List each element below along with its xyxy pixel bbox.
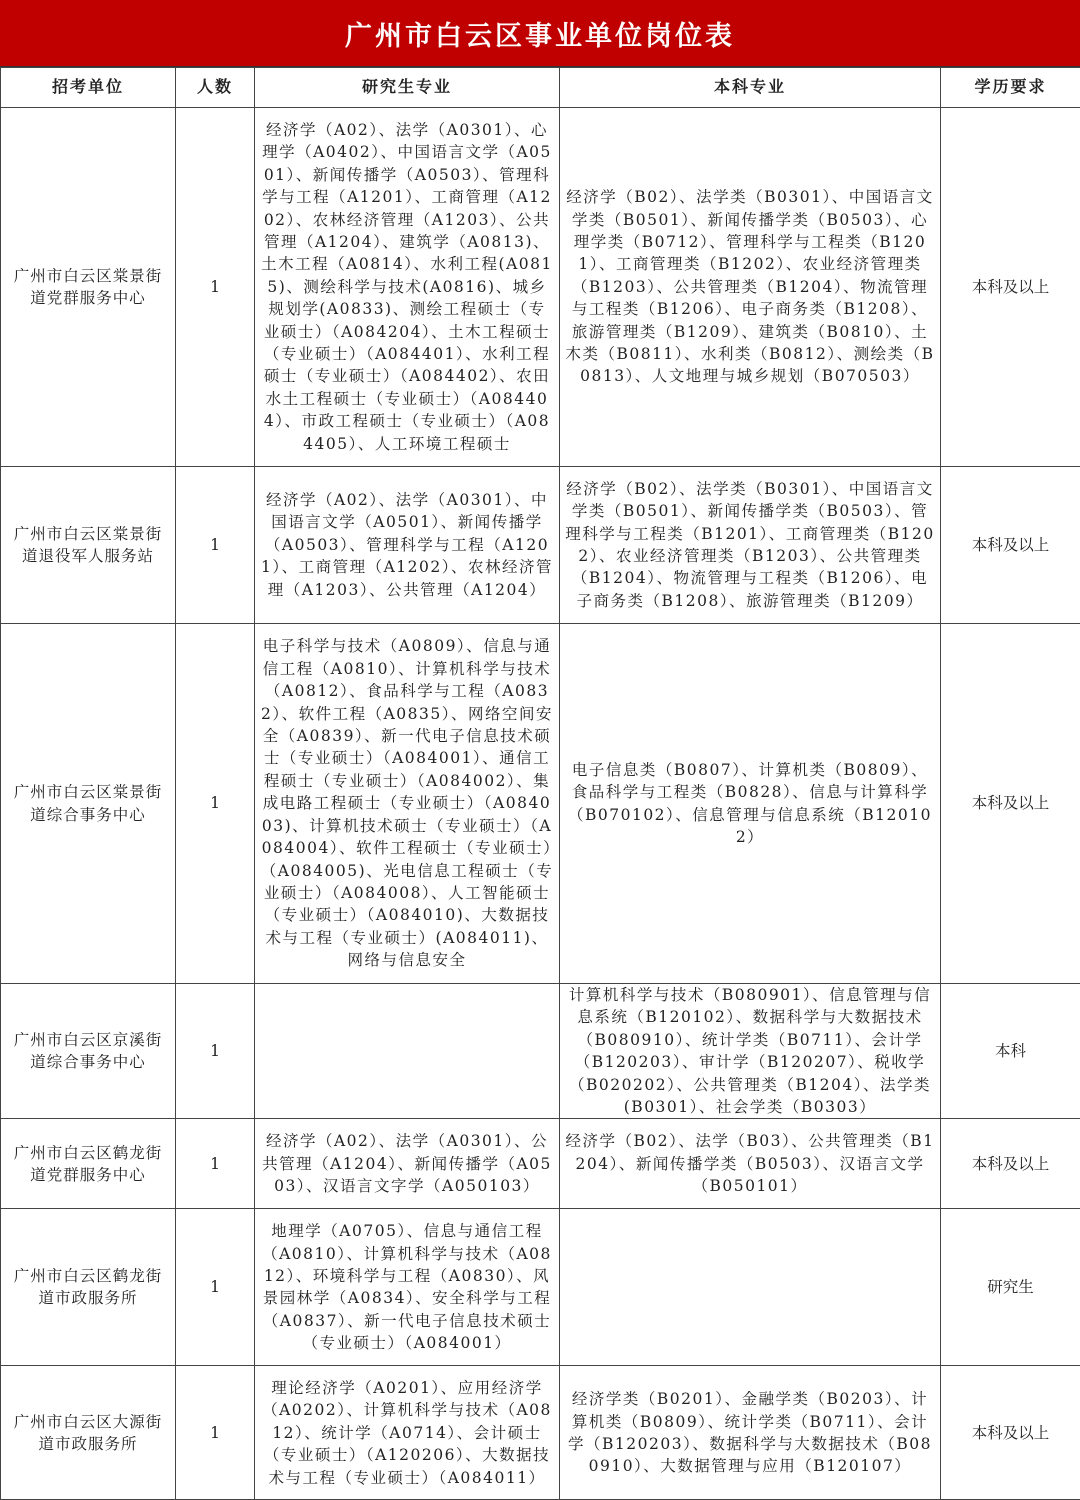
header-unit: 招考单位 [1, 68, 176, 108]
count-cell: 1 [176, 1209, 255, 1366]
table-row [1, 467, 1080, 624]
unit-cell: 广州市白云区大源街道市政服务所 [1, 1366, 176, 1500]
education-cell: 本科及以上 [941, 1119, 1080, 1209]
unit-cell: 广州市白云区棠景街道党群服务中心 [1, 108, 176, 467]
unit-cell: 广州市白云区鹤龙街道党群服务中心 [1, 1119, 176, 1209]
education-cell: 本科及以上 [941, 624, 1080, 984]
unit-cell: 广州市白云区鹤龙街道市政服务所 [1, 1209, 176, 1366]
count-cell: 1 [176, 984, 255, 1119]
grad-major-cell: 经济学（A02）、法学（A0301）、中国语言文学（A0501）、新闻传播学（A0503）、管理科学与工程（A1201）、工商管理（A1202）、农林经济管理（A1203）、公共管理（A1204） [255, 467, 560, 624]
title-banner [0, 0, 1080, 67]
count-cell: 1 [176, 1366, 255, 1500]
table-row [1, 624, 1080, 984]
education-cell: 研究生 [941, 1209, 1080, 1366]
undergrad-major-cell: 经济学（B02）、法学类（B0301）、中国语言文学类（B0501）、新闻传播学类（B0503）、管理科学与工程类（B1201）、工商管理类（B1202）、农业经济管理类（B1203）、公共管理类（B1204）、物流管理与工程类（B1206）、电子商务类（B1208）、旅游管理类（B1209） [560, 467, 941, 624]
grad-major-cell: 电子科学与技术（A0809）、信息与通信工程（A0810）、计算机科学与技术（A0812）、食品科学与工程（A0832）、软件工程（A0835）、网络空间安全（A0839）、新一代电子信息技术硕士（专业硕士）（A084001）、通信工程硕士（专业硕士）（A084002）、集成电路工程硕士（专业硕士）（A084003)、计算机技术硕士（专业硕士）（A084004）、软件工程硕士（专业硕士）（A084005)、光电信息工程硕士（专业硕士）（A084008）、人工智能硕士（专业硕士）（A084010)、大数据技术与工程（专业硕士）(A084011)、网络与信息安全 [255, 624, 560, 984]
table-row [1, 108, 1080, 467]
count-cell: 1 [176, 467, 255, 624]
count-cell: 1 [176, 624, 255, 984]
undergrad-major-cell: 经济学（B02）、法学类（B0301）、中国语言文学类（B0501）、新闻传播学类（B0503）、心理学类（B0712）、管理科学与工程类（B1201）、工商管理类（B1202）、农业经济管理类（B1203）、公共管理类（B1204）、物流管理与工程类（B1206）、电子商务类（B1208）、旅游管理类（B1209）、建筑类（B0810）、土木类（B0811）、水利类（B0812）、测绘类（B0813）、人文地理与城乡规划（B070503） [560, 108, 941, 467]
page-title: 广州市白云区事业单位岗位表 [345, 14, 735, 53]
header-row [1, 68, 1080, 108]
undergrad-major-cell: 经济学（B02）、法学（B03）、公共管理类（B1204）、新闻传播学类（B0503）、汉语言文学（B050101） [560, 1119, 941, 1209]
positions-table [0, 67, 1080, 1500]
undergrad-major-cell: 计算机科学与技术（B080901）、信息管理与信息系统（B120102）、数据科学与大数据技术（B080910）、统计学类（B0711）、会计学（B120203）、审计学（B120207）、税收学（B020202）、公共管理类（B1204）、法学类(B0301）、社会学类（B0303） [560, 984, 941, 1119]
grad-major-cell: 经济学（A02）、法学（A0301）、心理学（A0402）、中国语言文学（A0501）、新闻传播学（A0503）、管理科学与工程（A1201）、工商管理（A1202）、农林经济管理（A1203）、公共管理（A1204）、建筑学（A0813)、土木工程（A0814）、水利工程(A0815)、测绘科学与技术(A0816)、城乡规划学(A0833)、测绘工程硕士（专业硕士）（A084204）、土木工程硕士（专业硕士）（A084401）、水利工程硕士（专业硕士）（A084402）、农田水土工程硕士（专业硕士）（A084404）、市政工程硕士（专业硕士）（A084405）、人工环境工程硕士 [255, 108, 560, 467]
table-row [1, 984, 1080, 1119]
count-cell: 1 [176, 1119, 255, 1209]
undergrad-major-cell [560, 1209, 941, 1366]
unit-cell: 广州市白云区棠景街道退役军人服务站 [1, 467, 176, 624]
count-cell: 1 [176, 108, 255, 467]
grad-major-cell: 理论经济学（A0201）、应用经济学（A0202）、计算机科学与技术（A0812）、统计学（A0714）、会计硕士（专业硕士）（A120206）、大数据技术与工程（专业硕士）（A084011） [255, 1366, 560, 1500]
table-row [1, 1119, 1080, 1209]
education-cell: 本科及以上 [941, 108, 1080, 467]
unit-cell: 广州市白云区京溪街道综合事务中心 [1, 984, 176, 1119]
undergrad-major-cell: 经济学类（B0201）、金融学类（B0203）、计算机类（B0809）、统计学类（B0711）、会计学（B120203）、数据科学与大数据技术（B080910）、大数据管理与应用（B120107） [560, 1366, 941, 1500]
grad-major-cell [255, 984, 560, 1119]
grad-major-cell: 地理学（A0705）、信息与通信工程（A0810）、计算机科学与技术（A0812）、环境科学与工程（A0830）、风景园林学（A0834）、安全科学与工程（A0837）、新一代电子信息技术硕士（专业硕士）（A084001） [255, 1209, 560, 1366]
education-cell: 本科及以上 [941, 1366, 1080, 1500]
table-row [1, 1366, 1080, 1500]
education-cell: 本科 [941, 984, 1080, 1119]
header-count: 人数 [176, 68, 255, 108]
undergrad-major-cell: 电子信息类（B0807）、计算机类（B0809）、食品科学与工程类（B0828）、信息与计算科学（B070102）、信息管理与信息系统（B120102） [560, 624, 941, 984]
header-undergrad-major: 本科专业 [560, 68, 941, 108]
unit-cell: 广州市白云区棠景街道综合事务中心 [1, 624, 176, 984]
header-education: 学历要求 [941, 68, 1080, 108]
header-grad-major: 研究生专业 [255, 68, 560, 108]
table-row [1, 1209, 1080, 1366]
grad-major-cell: 经济学（A02）、法学（A0301）、公共管理（A1204）、新闻传播学（A0503）、汉语言文字学（A050103） [255, 1119, 560, 1209]
education-cell: 本科及以上 [941, 467, 1080, 624]
